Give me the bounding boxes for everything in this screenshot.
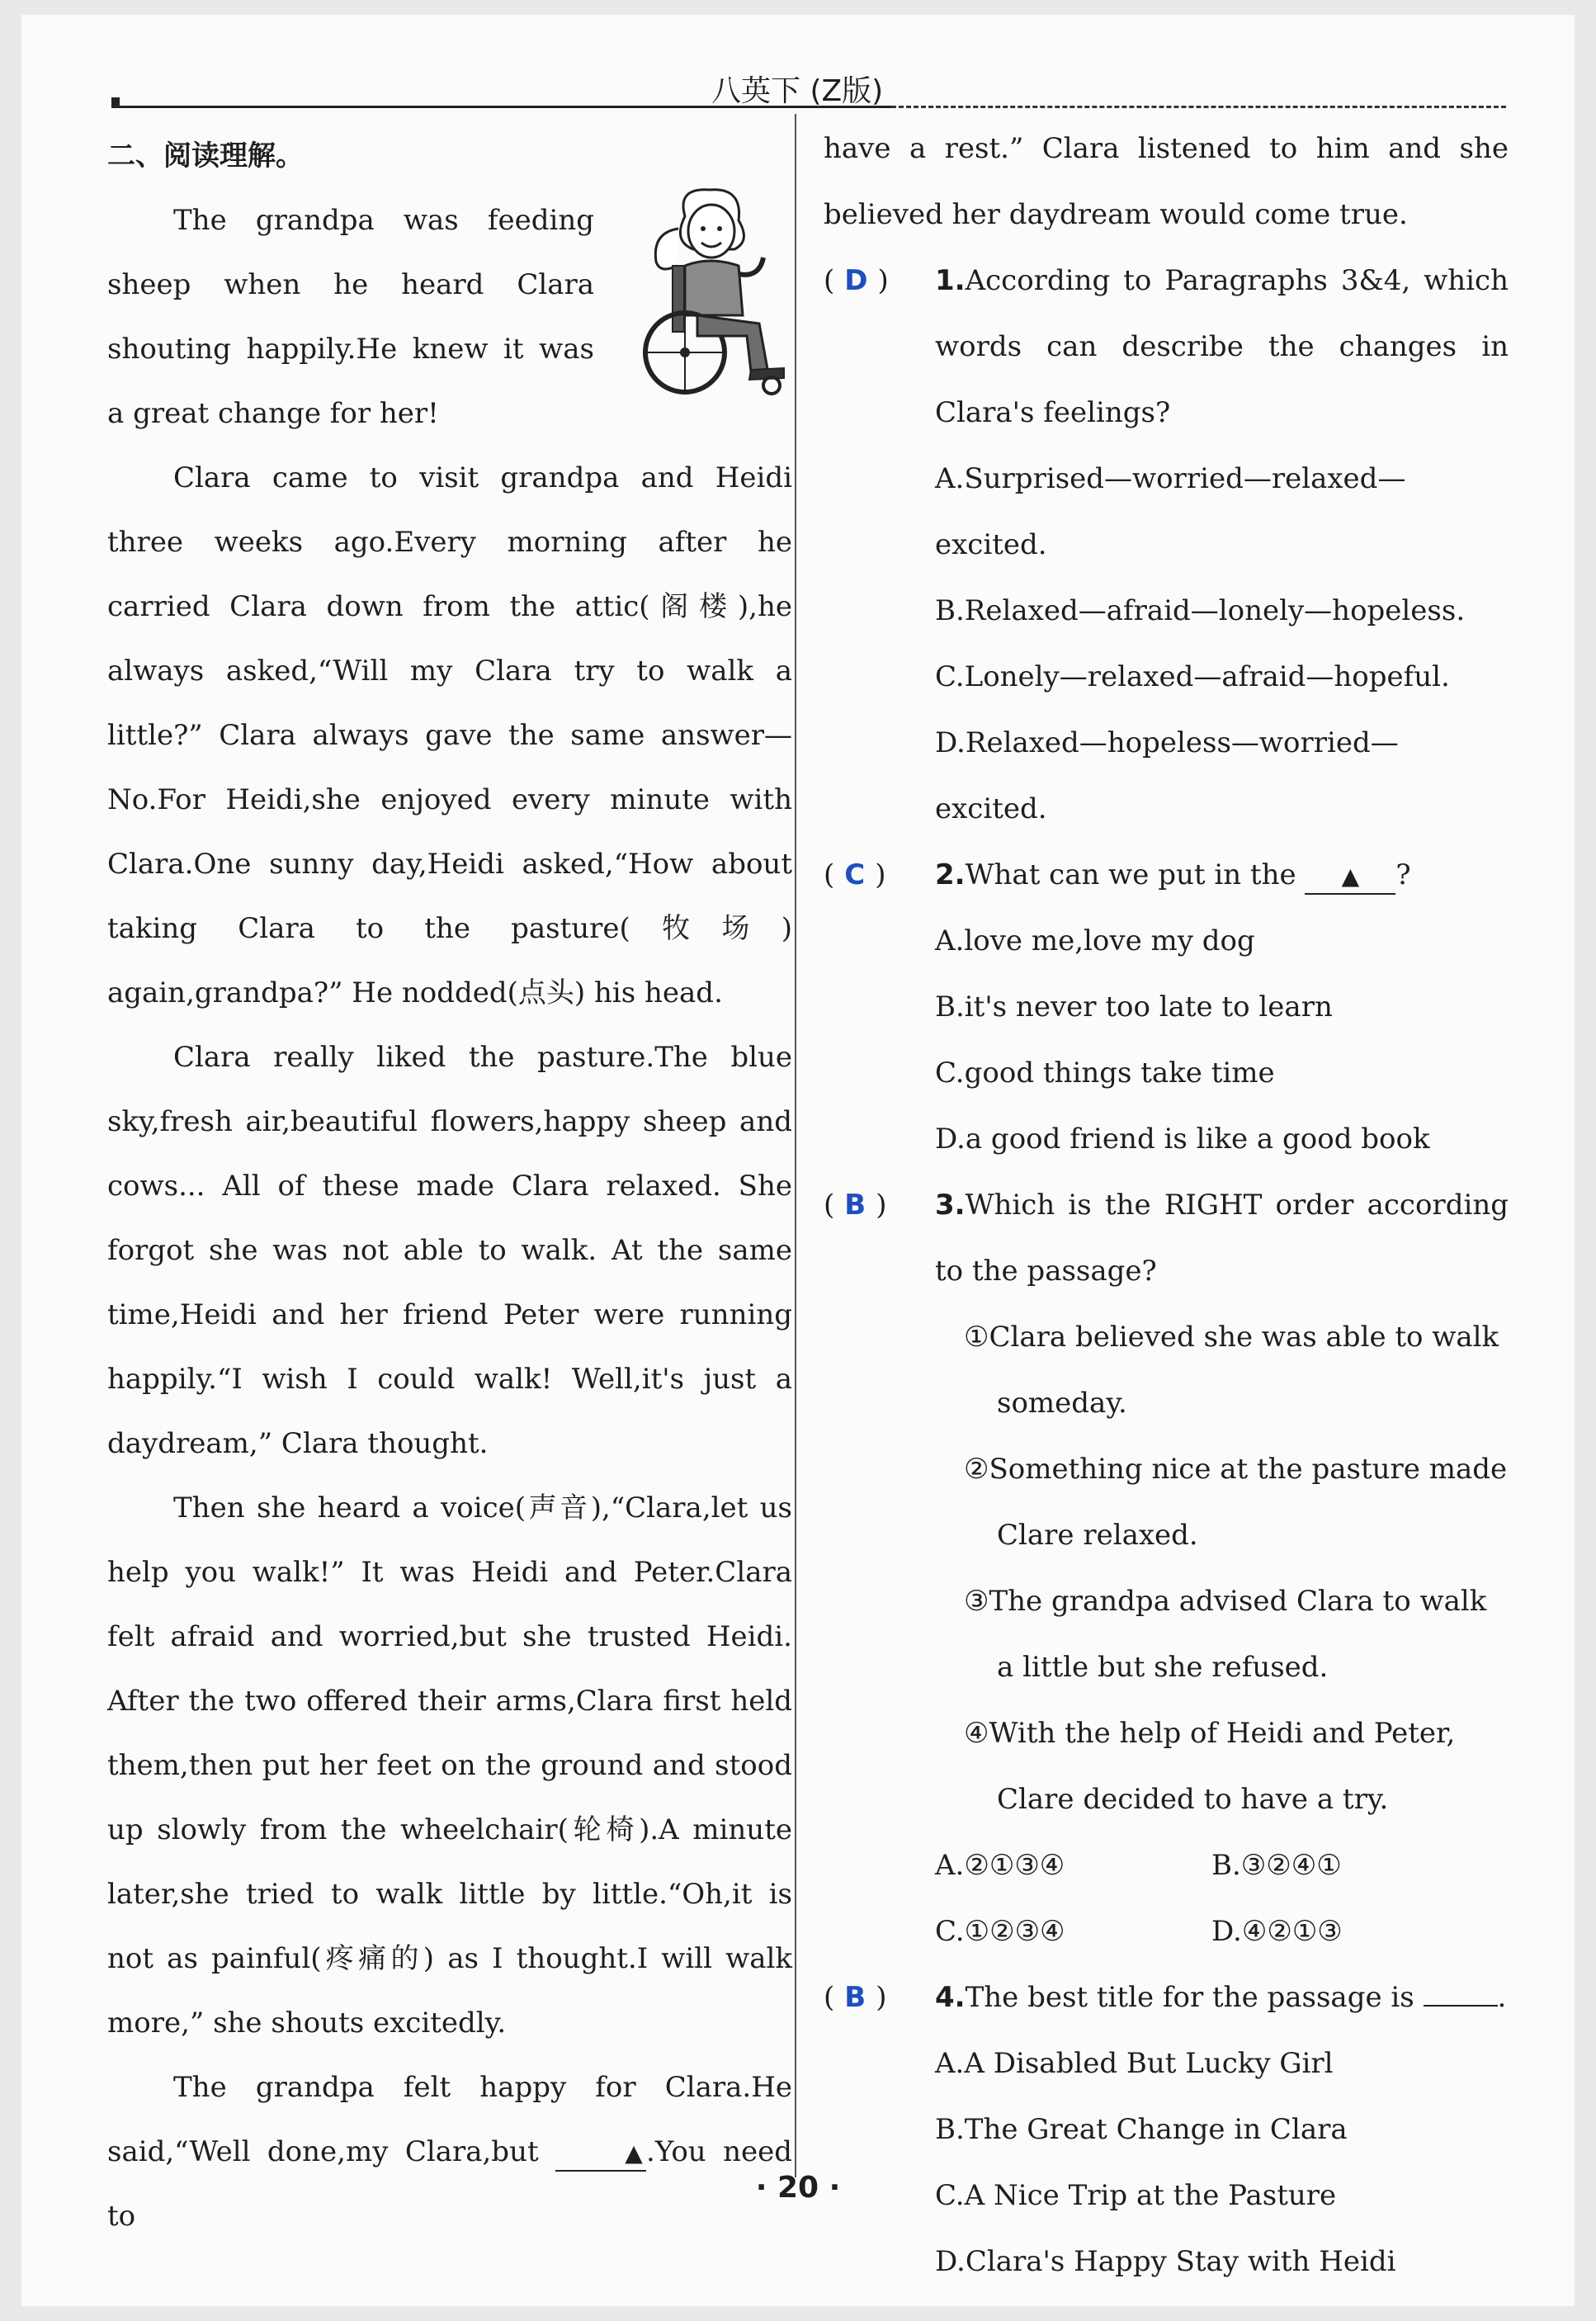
answer-letter: C bbox=[844, 858, 866, 891]
statement-4: ④With the help of Heidi and Peter, Clare decided to have a try. bbox=[964, 1717, 1456, 1816]
option-a: A.A Disabled But Lucky Girl bbox=[935, 2047, 1334, 2080]
option-a: A.love me,love my dog bbox=[935, 924, 1255, 957]
option-a: A.Surprised—worried—relaxed—excited. bbox=[935, 462, 1406, 561]
answer-blank bbox=[555, 2135, 646, 2172]
passage-continuation: have a rest.” Clara listened to him and she believed her daydream would come true. bbox=[824, 132, 1509, 231]
header-title: 八英下 (Z版) bbox=[711, 74, 884, 108]
blank-marker: ▲ bbox=[1341, 863, 1360, 890]
question-number: 2. bbox=[935, 858, 966, 891]
question-text: According to Paragraphs 3&4, which words can describe the changes in Clara's feelings? bbox=[935, 264, 1509, 429]
question-blank bbox=[1424, 2005, 1498, 2007]
section-title: 二、阅读理解。 bbox=[107, 139, 304, 173]
statement-3: ③The grandpa advised Clara to walk a little but she refused. bbox=[964, 1585, 1487, 1684]
blank-marker: ▲ bbox=[625, 2139, 643, 2167]
option-b: B.it's never too late to learn bbox=[935, 990, 1333, 1023]
question-number: 4. bbox=[935, 1981, 966, 2014]
question-text: Which is the RIGHT order according to the passage? bbox=[935, 1189, 1509, 1288]
options-row-2 bbox=[935, 1898, 1509, 1964]
question-stem bbox=[935, 248, 1509, 446]
passage-paragraph-4: Then she heard a voice(声音),“Clara,let us help you walk!” It was Heidi and Peter.Clara felt afraid and worried,but she trusted Heidi. After the two offered their arms,Clara first held them,then put her feet on the ground and stood up slowly from the wheelchair(轮椅).A minute later,she tried to walk little by little.“Oh,it is not as painful(疼痛的) as I thought.I will walk more,” she shouts excitedly. bbox=[107, 1491, 792, 2040]
paragraph-5-text: The grandpa felt happy for Clara.He said,“Well done,my Clara,but bbox=[107, 2071, 792, 2168]
answer-letter: B bbox=[844, 1189, 866, 1222]
page-number: · 20 · bbox=[755, 2171, 841, 2205]
option-d: D.Relaxed—hopeless—worried—excited. bbox=[935, 726, 1399, 825]
answer-letter: B bbox=[844, 1981, 866, 2014]
question-1 bbox=[824, 248, 1509, 446]
question-text-end: ? bbox=[1395, 858, 1411, 891]
question-stem bbox=[935, 1172, 1509, 1304]
passage-paragraph-3: Clara really liked the pasture.The blue sky,fresh air,beautiful flowers,happy sheep and cows... All of these made Clara relaxed. She forgot she was not able to walk. At the same time,Heidi and her friend Peter were running happily.“I wish I could walk! Well,it's just a daydream,” Clara thought. bbox=[107, 1041, 792, 1460]
statement-1: ①Clara believed she was able to walk someday. bbox=[964, 1321, 1499, 1420]
column-divider bbox=[795, 114, 796, 2177]
question-stem bbox=[935, 842, 1509, 908]
question-text: What can we put in the bbox=[965, 858, 1296, 891]
questions-column bbox=[824, 116, 1509, 2295]
passage-paragraph-1: The grandpa was feeding sheep when he heard Clara shouting happily.He knew it was a great change for her! bbox=[107, 204, 594, 430]
answer-paren: ( B ) bbox=[824, 1981, 887, 2014]
question-4 bbox=[824, 1964, 1509, 2030]
header-rule-dashed bbox=[891, 106, 1506, 108]
passage-paragraph-5 bbox=[107, 2055, 792, 2248]
page-header bbox=[0, 0, 1596, 116]
option-c: C.Lonely—relaxed—afraid—hopeful. bbox=[935, 660, 1450, 693]
option-c: C.A Nice Trip at the Pasture bbox=[935, 2179, 1337, 2212]
answer-paren: ( B ) bbox=[824, 1189, 887, 1222]
option-c: C.good things take time bbox=[935, 1057, 1275, 1090]
passage-column bbox=[107, 124, 792, 2248]
question-number: 3. bbox=[935, 1189, 966, 1222]
answer-paren: ( D ) bbox=[824, 264, 889, 297]
option-d: D.Clara's Happy Stay with Heidi bbox=[935, 2245, 1396, 2278]
option-a: A.②①③④ bbox=[935, 1849, 1065, 1882]
passage-paragraph-2: Clara came to visit grandpa and Heidi three weeks ago.Every morning after he carried Clara down from the attic(阁楼),he always asked,“Will my Clara try to walk a little?” Clara always gave the same answer—No.For Heidi,she enjoyed every minute with Clara.One sunny day,Heidi asked,“How about taking Clara to the pasture(牧场) again,grandpa?” He nodded(点头) his head. bbox=[107, 461, 792, 1009]
answer-paren: ( C ) bbox=[824, 858, 886, 891]
question-text: The best title for the passage is bbox=[965, 1981, 1414, 2014]
statement-2: ②Something nice at the pasture made Clare relaxed. bbox=[964, 1453, 1508, 1552]
question-number: 1. bbox=[935, 264, 966, 297]
question-stem: 4.The best title for the passage is . bbox=[935, 1981, 1507, 2014]
paragraph-5-text-end: .You need to bbox=[107, 2135, 792, 2233]
answer-letter: D bbox=[844, 264, 868, 297]
option-b: B.③②④① bbox=[1211, 1849, 1342, 1882]
option-d: D.④②①③ bbox=[1211, 1915, 1343, 1948]
options-row-1 bbox=[935, 1832, 1509, 1898]
option-c: C.①②③④ bbox=[935, 1915, 1065, 1948]
question-3 bbox=[824, 1172, 1509, 1304]
option-d: D.a good friend is like a good book bbox=[935, 1123, 1430, 1156]
option-b: B.Relaxed—afraid—lonely—hopeless. bbox=[935, 594, 1466, 627]
question-blank bbox=[1305, 858, 1395, 895]
option-b: B.The Great Change in Clara bbox=[935, 2113, 1348, 2146]
question-2 bbox=[824, 842, 1509, 908]
